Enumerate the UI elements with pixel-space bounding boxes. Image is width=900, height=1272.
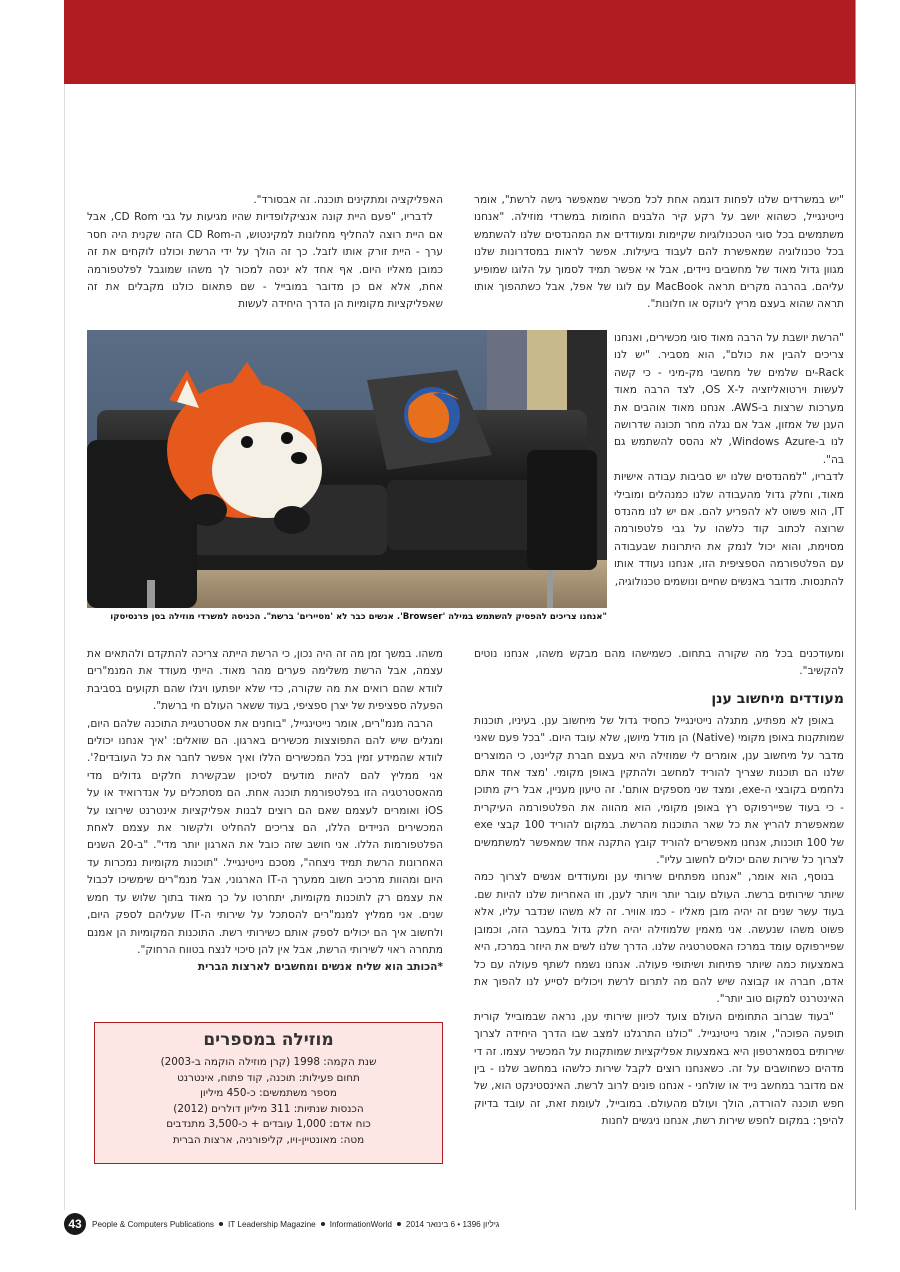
article-column-right-lower: [474, 646, 844, 1131]
article-wrap-column: [614, 330, 844, 591]
paragraph: "הרשת יושבת על הרבה מאוד סוגי מכשירים, ואנחנו צריכים להבין את כולם", הוא מסביר. "יש לנו Rack-ים שלמים של מחשבי מק-מיני - כי קשה לעשות וירטואליזציה ל-OS X, לצד הרבה מאוד מערכות שרצות ב-AWS. אנחנו מאוד אוהבים את הענן של אמזון, אבל אם נגלה מחר תכונה שדרושה לנו ב-Windows Azure, לא נהסס להשתמש גם בה".: [614, 332, 844, 466]
page-number: 43: [64, 1213, 86, 1235]
paragraph: באופן לא מפתיע, מתגלה נייטינגייל כחסיד גדול של מיחשוב ענן. בעיניו, תוכנות שמותקנות באופן מקומי (Native) הן מודל מיושן, שלא עובד היום. "בכל פעם שאני מדבר על מיחשוב ענן, אומרים לי שמוזילה היא בעצם חברת קליינט, כי המוצרים שלנו הם תוכנות שצריך להוריד למחשב ולהתקין באופן מקומי. 'מצד אחד אתם נלחמים בקובצי ה-exe, ומצד שני מספקים אותם'. זה טיעון מעניין, אבל ריק מתוכן - כי בעוד שפיירפוקס רץ באופן מקומי, הוא מהווה את הפלטפורמה העיקרית שמאפשרת להריץ את כל שאר התוכנות מהרשת. במקום להוריד 100 קבצי exe של 100 תוכנות, אנחנו מאפשרים להוריד קובץ התקנה אחד שמאפשר למשתמשים לצרוך כל שירות שהם יכולים לחשוב עליו".: [474, 714, 845, 867]
paragraph: הרבה מנמ"רים, אומר נייטינגייל, "בוחנים את אסטרטגיית התוכנה שלהם היום, ומגלים שיש להם התפוצצות מכשירים בארגון. הם שואלים: 'איך אנחנו יכולים לוודא שהמידע זמין בכל המכשירים הללו ואיך אפשר לחבר את כל העובדים?'. אני ממליץ להם להיות מודעים לסיכון שבקשירת חלקים גדולים מדי מהאסטרטגיה הזו בפלטפורמת תוכנה אחת. הם מסתכלים על אנדרואיד או על iOS ואומרים לעצמם שאם הם רוצים לבנות אפליקציות אינטרנט שירוצו על המכשירים הניידים הללו, הם צריכים להחליט ולקשור את עצמם לאחת הפלטפורמות הללו. אני חושב שזה כובל את הארגון יותר מדי". "ב-20 השנים האחרונות הרשת תמיד ניצחה", מסכם נייטינגייל. "תוכנות מקומיות נמכרות עד היום ומהוות מרכיב חשוב ממערך ה-IT הארגוני, אבל מנמ"רים שימשיכו לכבול את עצמם רק לתוכנות מקומיות, יתחרטו על כך מאוד בתוך שלוש עד חמש שנים. אני ממליץ למנמ"רים להסתכל על שירותי ה-IT שעליהם לספק היום, ולחשוב איך הם יכולים לספק אותם כשירותי רשת. התוכנות המקומיות הן אמנם מתחרה ראוי לשירותי הרשת, אבל אין להן סיכוי לנצח בטווח הרחוק".: [87, 717, 443, 956]
footer-site: InformationWorld: [329, 1219, 392, 1229]
facts-line: תחום פעילות: תוכנה, קוד פתוח, אינטרנט: [177, 1071, 360, 1084]
paragraph: בנוסף, הוא אומר, "אנחנו מפתחים שירותי ענן ומעודדים אנשים לצרוך כמה שיותר שירותים ברשת. העולם עובר יותר ויותר לענן, וזו האחריות שלנו להיות שם. בעוד עשר שנים זה יהיה מובן מאליו - כמו אוויר. זה לא משהו שנדבר עליו, אלא פשוט משהו שנעשה. אני מאמין שלמוזילה יהיה חלק גדול במעבר הזה, וכמובן שפיירפוקס עומד במרכז האסטרטגיה שלנו. הדרך שלנו לשים את היוזר במרכז, היא באמצעות כמה שיותר פתיחות ושיתופי פעולה. אנחנו נשמח לשתף פעולה עם כל אדם, חברה או קבוצה שיש להם מה לתרום לרשת ויכולים לסייע לנו להפוך את האינטרנט למקום טוב יותר".: [474, 871, 844, 1006]
separator-dot-icon: [321, 1222, 325, 1226]
facts-line: מטה: מאונטיין-ויו, קליפורניה, ארצות הברית: [172, 1133, 365, 1146]
photo-caption: "אנחנו צריכים להפסיק להשתמש במילה 'Browser'. אנשים כבר לא 'מסיירים' ברשת". הכניסה למשרדי מוזילה בסן פרנסיסקו: [110, 612, 607, 622]
facts-line: הכנסות שנתיות: 311 מיליון דולרים (2012): [173, 1102, 364, 1115]
article-photo: [87, 330, 607, 608]
paragraph: "יש במשרדים שלנו לפחות דוגמה אחת לכל מכשיר שמאפשר גישה לרשת", אומר נייטינגייל, כשהוא יושב על רקע קיר הלבנים החומות במשרדי מוזילה. "אנחנו משתמשים בכל סוגי הטכנולוגיות שקיימות ומעודדים את המהנדסים שלנו להשתמש בכל טכנולוגיה שמאפשרת להם לעבוד ביעילות. אפשר לראות במסדרונות שלנו מגוון גדול מאוד של מחשבים ניידים, אבל אי אפשר תמיד לסמוך על הלוגו שמופיע עליהם. בהרבה מקרים תראה MacBook עם לוגו של אפל, אבל כשתהפוך אותו תראה שהוא בעצם מריץ לינוקס או חלונות".: [474, 194, 845, 311]
facts-box: [94, 1022, 443, 1164]
separator-dot-icon: [397, 1222, 401, 1226]
footer-publisher: People & Computers Publications: [92, 1219, 214, 1229]
article-column-left-top: [87, 192, 443, 314]
facts-line: מספר משתמשים: כ-450 מיליון: [200, 1087, 337, 1099]
facts-title: מוזילה במספרים: [203, 1030, 334, 1050]
page-frame-left: [64, 84, 65, 1210]
paragraph: "בעוד שברוב התחומים העולם צועד לכיוון שירותי ענן, נראה שבמובייל קורית תופעה הפוכה", אומר נייטינגייל. "כולנו התרגלנו למצב שבו הדרך היחידה לצרוך שירותים בסמארטפון היא באמצעות אפליקציות שמותקנות על המכשיר עצמו. זה די מדהים כשחושבים על זה. כשאנחנו רוצים לקבל שירות כלשהו במחשב שלנו - בין אם מדובר במחשב נייד או שולחני - אנחנו פונים לרוב לרשת. האינסטינקט הוא, של חפש תוכנה להורדה, הולך ועולם מהעולם. במובייל, לעומת זאת, זה עובד בדיוק להיפך: במקום לחפש שירות רשת, אנחנו ניגשים לחנות: [474, 1010, 844, 1128]
facts-line: שנת הקמה: 1998 (קרן מוזילה הוקמה ב-2003): [160, 1056, 377, 1068]
author-note: *הכותב הוא שליח אנשים ומחשבים לארצות הברית: [197, 961, 443, 974]
page-frame-right: [855, 0, 856, 1210]
sofa-photo-illustration: [87, 330, 607, 608]
footer-issue: גיליון 1396 • 6 בינואר 2014: [405, 1219, 500, 1229]
article-column-right-top: [474, 192, 844, 314]
page-footer: [64, 1210, 856, 1238]
article-column-left-lower: [87, 646, 443, 977]
section-heading: מעודדים מיחשוב ענן: [711, 690, 844, 707]
facts-line: כוח אדם: 1,000 עובדים + כ-3,500 מתנדבים: [166, 1118, 371, 1130]
paragraph: לדבריו, "פעם היית קונה אנציקלופדיות שהיו מגיעות על גבי CD Rom, אבל אם היית רוצה להחליף מחלונות למקינטוש, ה-CD Rom הזה שקנית היה חסר ערך - היית זורק אותו לזבל. כך זה הולך על ידי הרשת וכולנו לוקחים את זה כמובן מאליו היום. אף אחד לא ינסה למכור לך משהו שמוגבל לפלטפורמה אחת, אלא אם כן מדובר במובייל - שם פתאום כולנו מקבלים את זה שאפליקציות מקומיות הן הדרך היחידה לעשות: [87, 211, 444, 311]
footer-magazine: IT Leadership Magazine: [227, 1219, 316, 1229]
paragraph: ומעודכנים בכל מה שקורה בתחום. כשמישהו מהם מבקש משהו, אנחנו נוטים להקשיב".: [474, 648, 844, 678]
paragraph: האפליקציה ומתקינים תוכנה. זה אבסורד".: [253, 194, 443, 206]
footer-credits: [92, 1220, 499, 1229]
header-color-bar: [64, 0, 856, 84]
paragraph: לדבריו, "למהנדסים שלנו יש סביבות עבודה אישיות מאוד, וחלק גדול מהעבודה שלנו כמנהלים ומובילי IT, הוא פשוט לא להפריע להם. אם יש לנו מהנדס שרוצה לכתוב קוד כלשהו על גבי פלטפורמה מסוימת, והוא יכול לנמק את היתרונות שבעבודה עם הפלטפורמה הספציפית הזו, אנחנו נעודד אותו להתנסות. מדובר באנשים שחיים ונושמים טכנולוגיה,: [614, 471, 844, 588]
separator-dot-icon: [219, 1222, 223, 1226]
paragraph: משהו. במשך זמן מה זה היה נכון, כי הרשת הייתה צריכה להתקדם ולהתאים את עצמה, אבל הרשת משלימה פערים מהר מאוד. הייתי מעודד את המנמ"רים לוודא שהם רואים את מה שקורה, כדי שלא יופתעו ויגלו שהם תקועים בסביבת הפעלה ספציפית של יצרן ספציפי, בעוד ששאר העולם חי ברשת".: [87, 648, 443, 713]
